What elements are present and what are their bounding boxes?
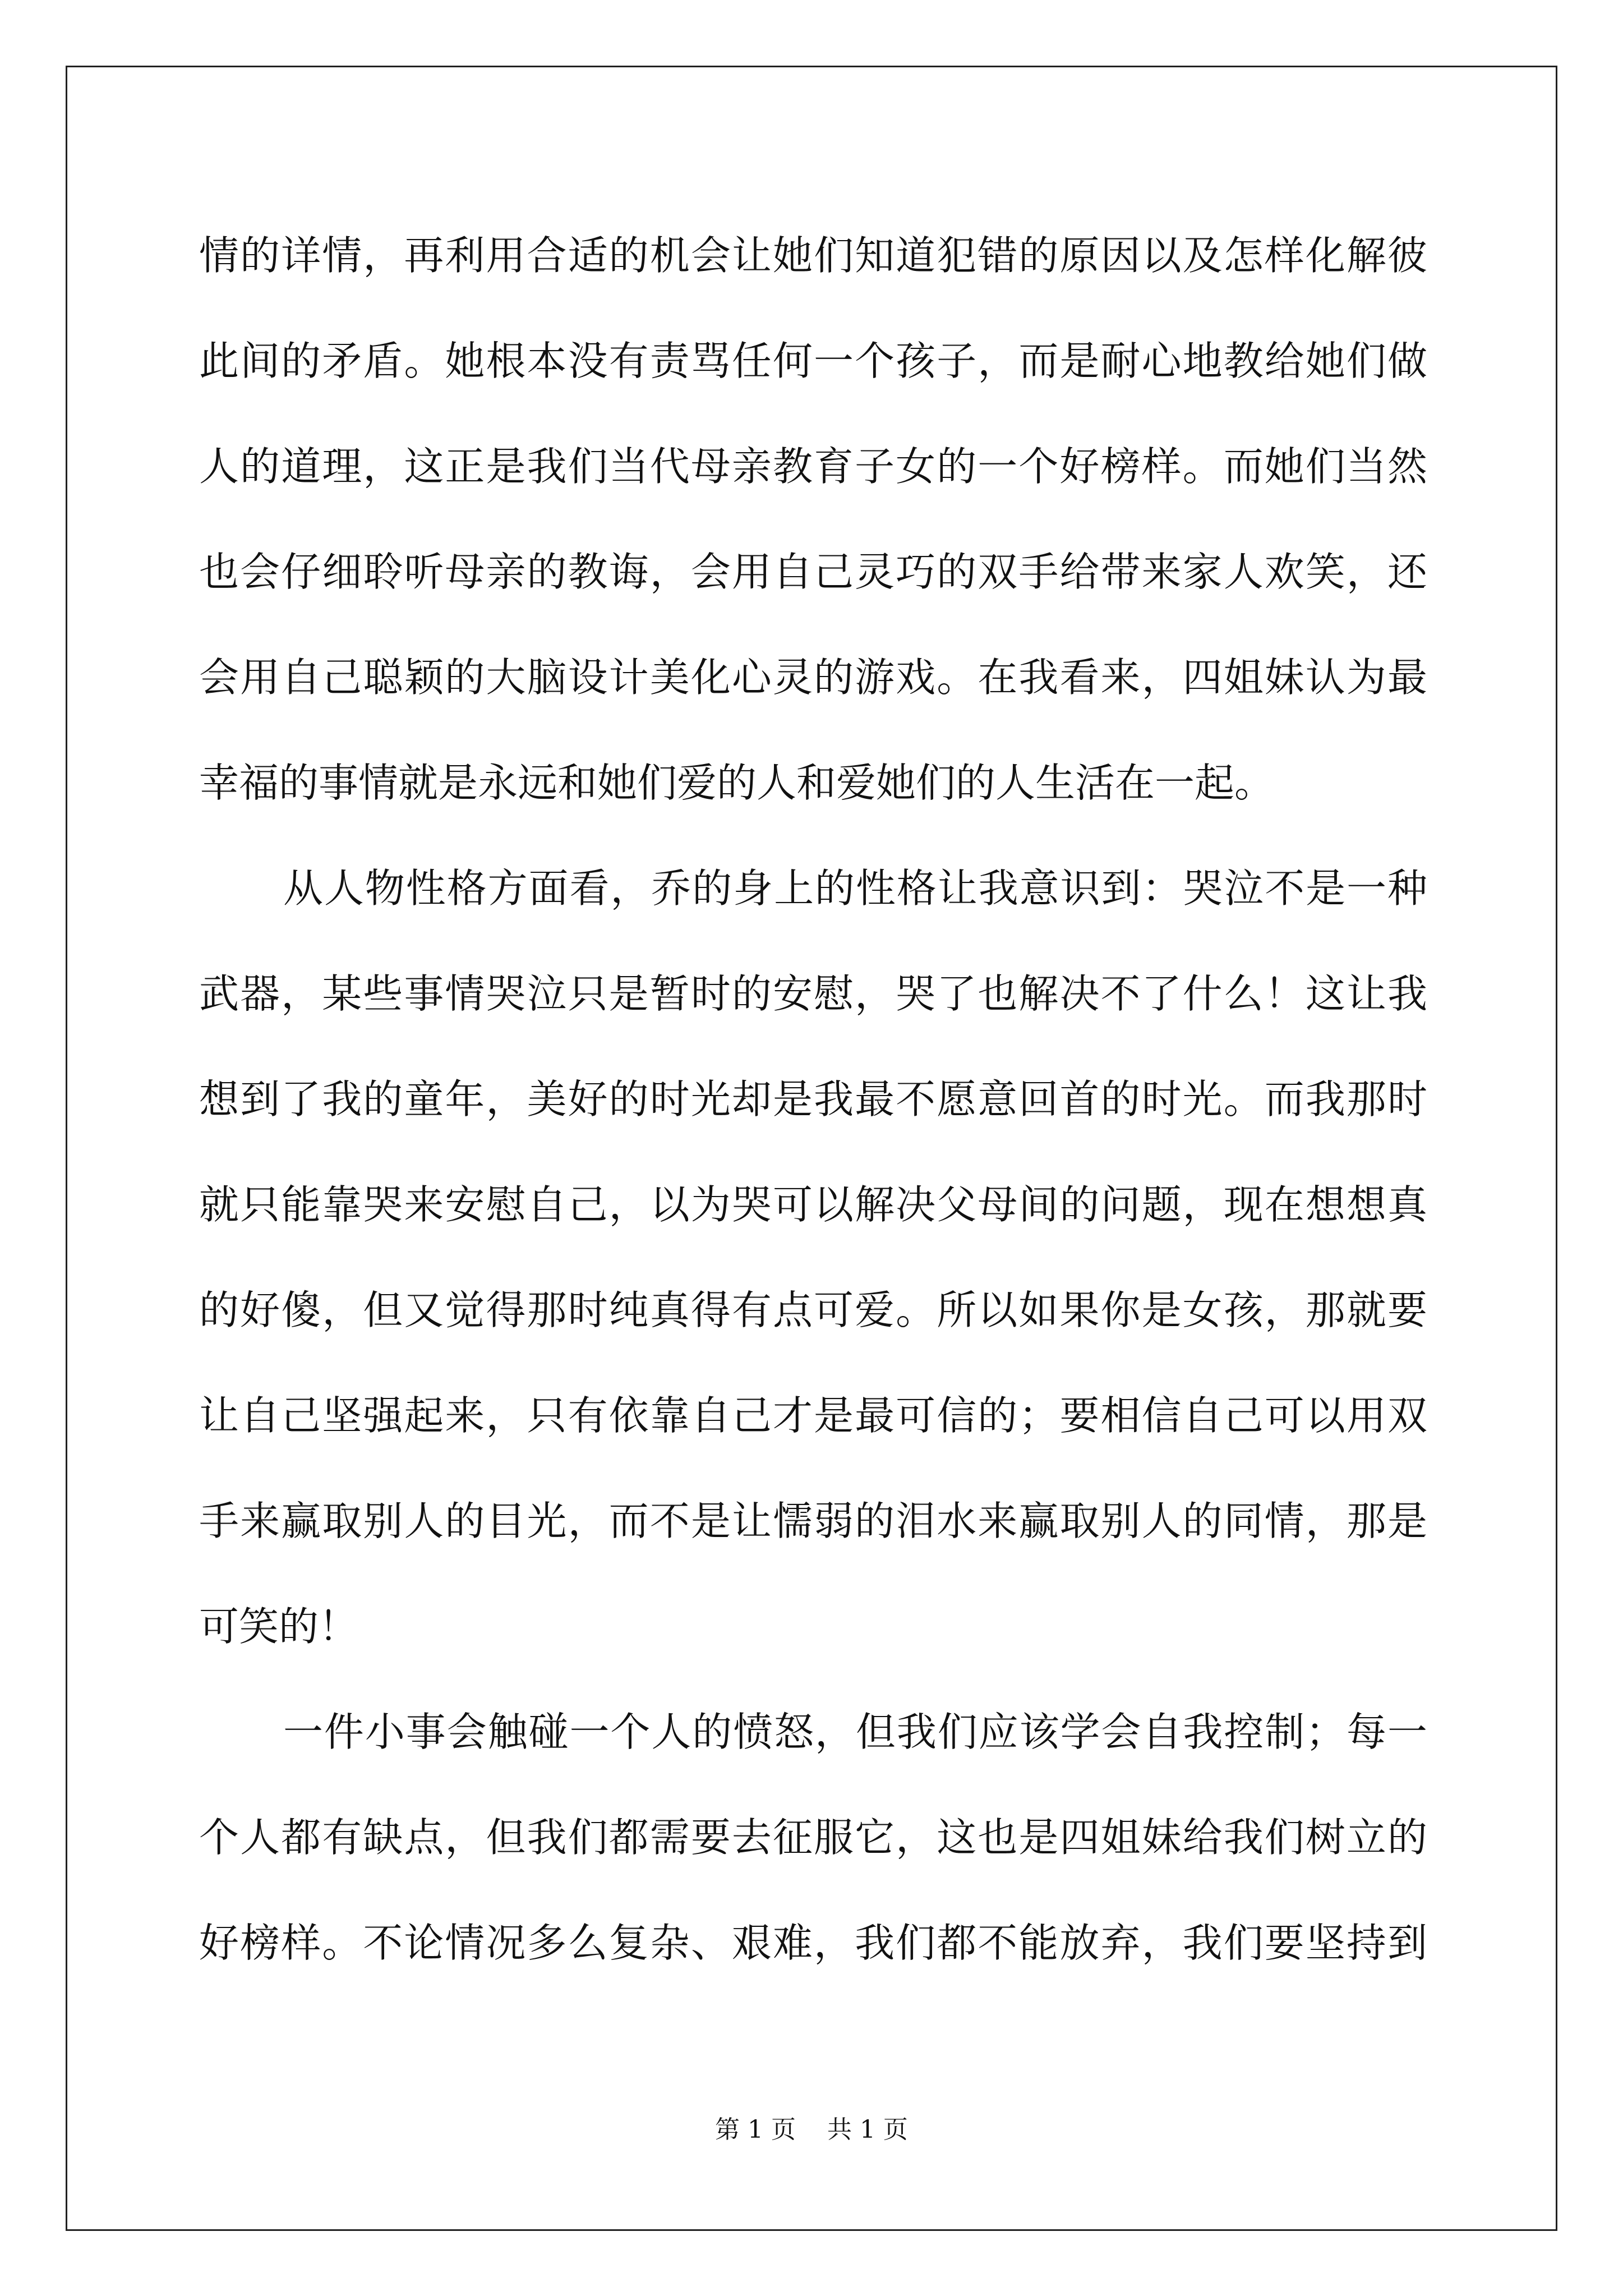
text-line: 个人都有缺点，但我们都需要去征服它，这也是四姐妹给我们树立的 bbox=[199, 1814, 1427, 1861]
document-body bbox=[199, 203, 1427, 1996]
text-line: 就只能靠哭来安慰自己，以为哭可以解决父母间的问题，现在想想真 bbox=[199, 1181, 1427, 1228]
text-line: 幸福的事情就是永远和她们爱的人和爱她们的人生活在一起。 bbox=[199, 760, 1275, 806]
text-line: 情的详情，再利用合适的机会让她们知道犯错的原因以及怎样化解彼 bbox=[199, 232, 1427, 279]
text-line: 武器，某些事情哭泣只是暂时的安慰，哭了也解决不了什么！这让我 bbox=[199, 970, 1427, 1017]
text-line: 可笑的！ bbox=[199, 1603, 359, 1650]
text-line: 会用自己聪颖的大脑设计美化心灵的游戏。在我看来，四姐妹认为最 bbox=[199, 654, 1427, 701]
text-line: 也会仔细聆听母亲的教诲，会用自己灵巧的双手给带来家人欢笑，还 bbox=[199, 549, 1427, 595]
text-line: 人的道理，这正是我们当代母亲教育子女的一个好榜样。而她们当然 bbox=[199, 443, 1427, 490]
text-line: 一件小事会触碰一个人的愤怒，但我们应该学会自我控制；每一 bbox=[283, 1709, 1427, 1755]
text-line: 想到了我的童年，美好的时光却是我最不愿意回首的时光。而我那时 bbox=[199, 1076, 1427, 1122]
page-footer: 第 1 页 共 1 页 bbox=[715, 2115, 908, 2144]
text-line: 好榜样。不论情况多么复杂、艰难，我们都不能放弃，我们要坚持到 bbox=[199, 1920, 1427, 1966]
text-line: 从人物性格方面看，乔的身上的性格让我意识到：哭泣不是一种 bbox=[283, 865, 1427, 912]
text-line: 手来赢取别人的目光，而不是让懦弱的泪水来赢取别人的同情，那是 bbox=[199, 1498, 1427, 1544]
text-line: 此间的矛盾。她根本没有责骂任何一个孩子，而是耐心地教给她们做 bbox=[199, 338, 1427, 384]
text-line: 的好傻，但又觉得那时纯真得有点可爱。所以如果你是女孩，那就要 bbox=[199, 1287, 1427, 1333]
text-line: 让自己坚强起来，只有依靠自己才是最可信的；要相信自己可以用双 bbox=[199, 1392, 1427, 1439]
